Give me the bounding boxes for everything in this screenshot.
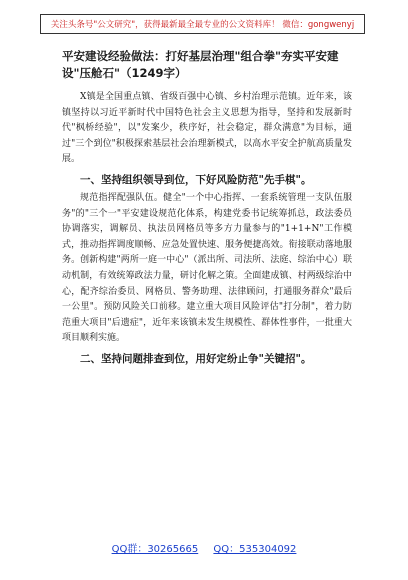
section-body-1: 规范指挥配强队伍。健全"一个中心指挥、一套系统管理一支队伍服务"的"三个一"平安建设规范化体系，构建党委书记统筹抓总，政法委员协调落实，调解员、执法员网格员等多方力量参与的"1+1+N"工作模式，推动指挥调度顺畅、应急处置快速、服务便捷高效。衔接联动落地服务。创新构建"两所一庭一中心"（派出所、司法所、法庭、综治中心）联动机制，有效统筹政法力量，研讨化解之策。全面建成镇、村两级综治中心，配齐综治委员、网格员、警务助理、法律顾问，打通服务群众"最后一公里"。预防风险关口前移。建立重大项目风险评估"打分制"，着力防范重大项目"后遗症"，近年来该镇未发生规模性、群体性事件，一批重大项目顺利实施。 (62, 192, 352, 344)
intro-paragraph: X镇是全国重点镇、省级百强中心镇、乡村治理示范镇。近年来，该镇坚持以习近平新时代中国特色社会主义思想为指导，坚持和发展新时代"枫桥经验"，以"发案少，秩序好，社会稳定，群众满意"为目标，通过"三个到位"积极探索基层社会治理新模式，以高水平安全护航高质量发展。 (62, 92, 352, 165)
qq-link[interactable]: QQ：535304092 (213, 544, 297, 555)
document-body (62, 48, 352, 370)
section-heading-1: 一、坚持组织领导到位，下好风险防范"先手棋"。 (80, 173, 312, 186)
footer-contact (0, 540, 408, 555)
document-title: 平安建设经验做法：打好基层治理"组合拳"夯实平安建设"压舱石"（1249字） (62, 49, 339, 80)
section-heading-2: 二、坚持问题排查到位，用好定纷止争"关键招"。 (80, 352, 312, 365)
qq-group-link[interactable]: QQ群：30265665 (111, 544, 199, 555)
header-banner: 关注头条号"公文研究"，获得最新最全最专业的公文资料库！ 微信：gongwenyj (40, 14, 365, 34)
